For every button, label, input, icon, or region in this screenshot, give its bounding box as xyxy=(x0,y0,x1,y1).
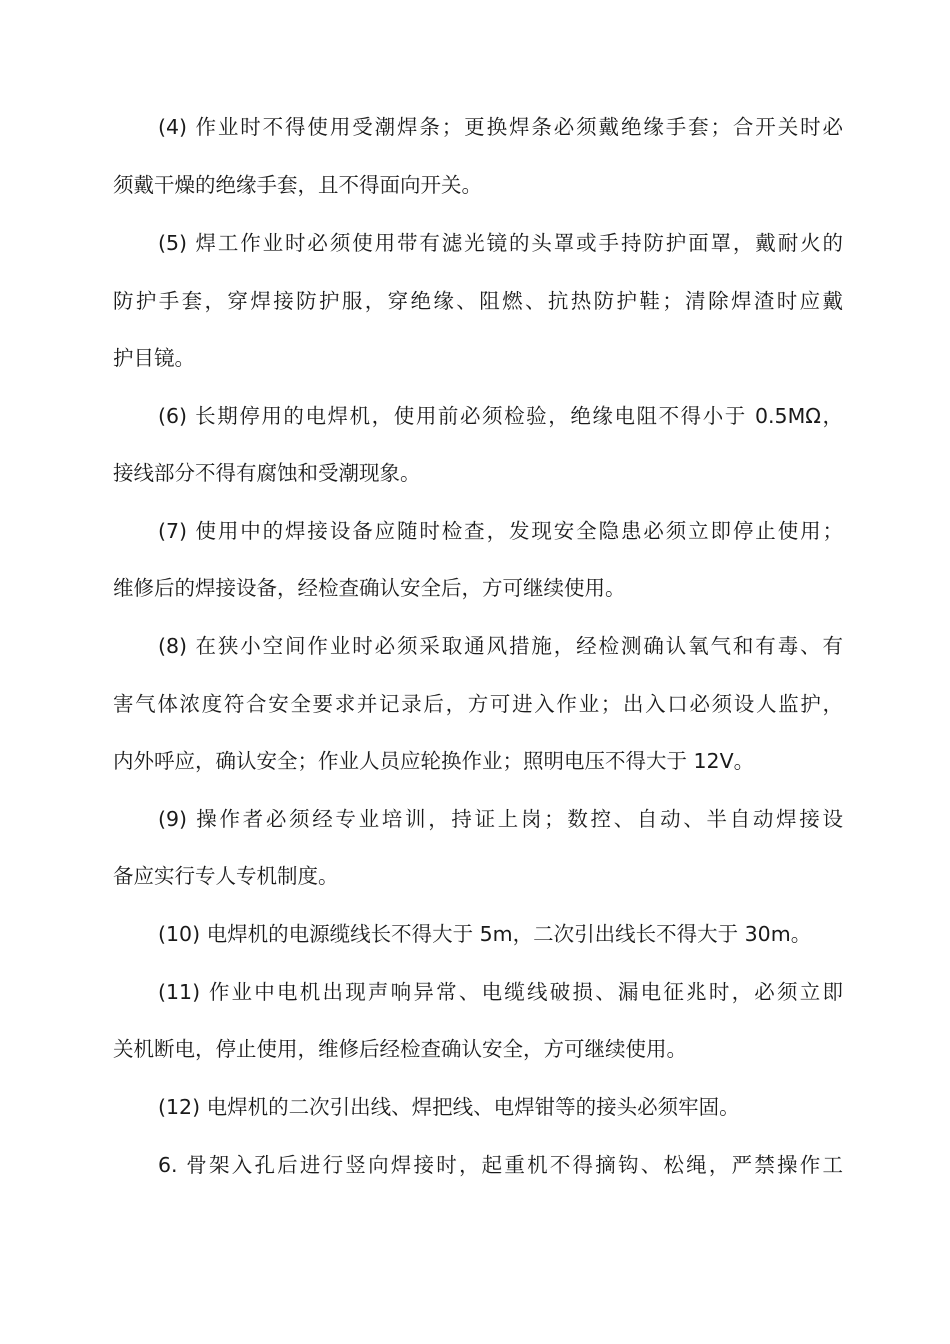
paragraph-11-line-1: (11) 作业中电机出现声响异常、电缆线破损、漏电征兆时，必须立即 xyxy=(158,980,843,1004)
paragraph-9-line-2: 备应实行专人专机制度。 xyxy=(113,864,339,888)
paragraph-6-line-1: (6) 长期停用的电焊机，使用前必须检验，绝缘电阻不得小于 0.5MΩ， xyxy=(158,404,843,428)
paragraph-10-line-1: (10) 电焊机的电源缆线长不得大于 5m，二次引出线长不得大于 30m。 xyxy=(158,922,812,946)
paragraph-5-line-3: 护目镜。 xyxy=(113,346,195,370)
paragraph-4-line-2: 须戴干燥的绝缘手套，且不得面向开关。 xyxy=(113,173,482,197)
paragraph-5-line-1: (5) 焊工作业时必须使用带有滤光镜的头罩或手持防护面罩，戴耐火的 xyxy=(158,231,843,255)
paragraph-5-line-2: 防护手套，穿焊接防护服，穿绝缘、阻燃、抗热防护鞋；清除焊渣时应戴 xyxy=(113,289,843,313)
paragraph-7-line-1: (7) 使用中的焊接设备应随时检查，发现安全隐患必须立即停止使用； xyxy=(158,519,843,543)
paragraph-7-line-2: 维修后的焊接设备，经检查确认安全后，方可继续使用。 xyxy=(113,576,626,600)
paragraph-8-line-2: 害气体浓度符合安全要求并记录后，方可进入作业；出入口必须设人监护， xyxy=(113,692,843,716)
paragraph-8-line-1: (8) 在狭小空间作业时必须采取通风措施，经检测确认氧气和有毒、有 xyxy=(158,634,843,658)
paragraph-8-line-3: 内外呼应，确认安全；作业人员应轮换作业；照明电压不得大于 12V。 xyxy=(113,749,755,773)
paragraph-11-line-2: 关机断电，停止使用，维修后经检查确认安全，方可继续使用。 xyxy=(113,1037,687,1061)
section-6-line-1: 6. 骨架入孔后进行竖向焊接时，起重机不得摘钩、松绳，严禁操作工 xyxy=(158,1153,843,1177)
paragraph-4-line-1: (4) 作业时不得使用受潮焊条；更换焊条必须戴绝缘手套；合开关时必 xyxy=(158,115,843,139)
paragraph-6-line-2: 接线部分不得有腐蚀和受潮现象。 xyxy=(113,461,421,485)
paragraph-9-line-1: (9) 操作者必须经专业培训，持证上岗；数控、自动、半自动焊接设 xyxy=(158,807,843,831)
paragraph-12-line-1: (12) 电焊机的二次引出线、焊把线、电焊钳等的接头必须牢固。 xyxy=(158,1095,740,1119)
